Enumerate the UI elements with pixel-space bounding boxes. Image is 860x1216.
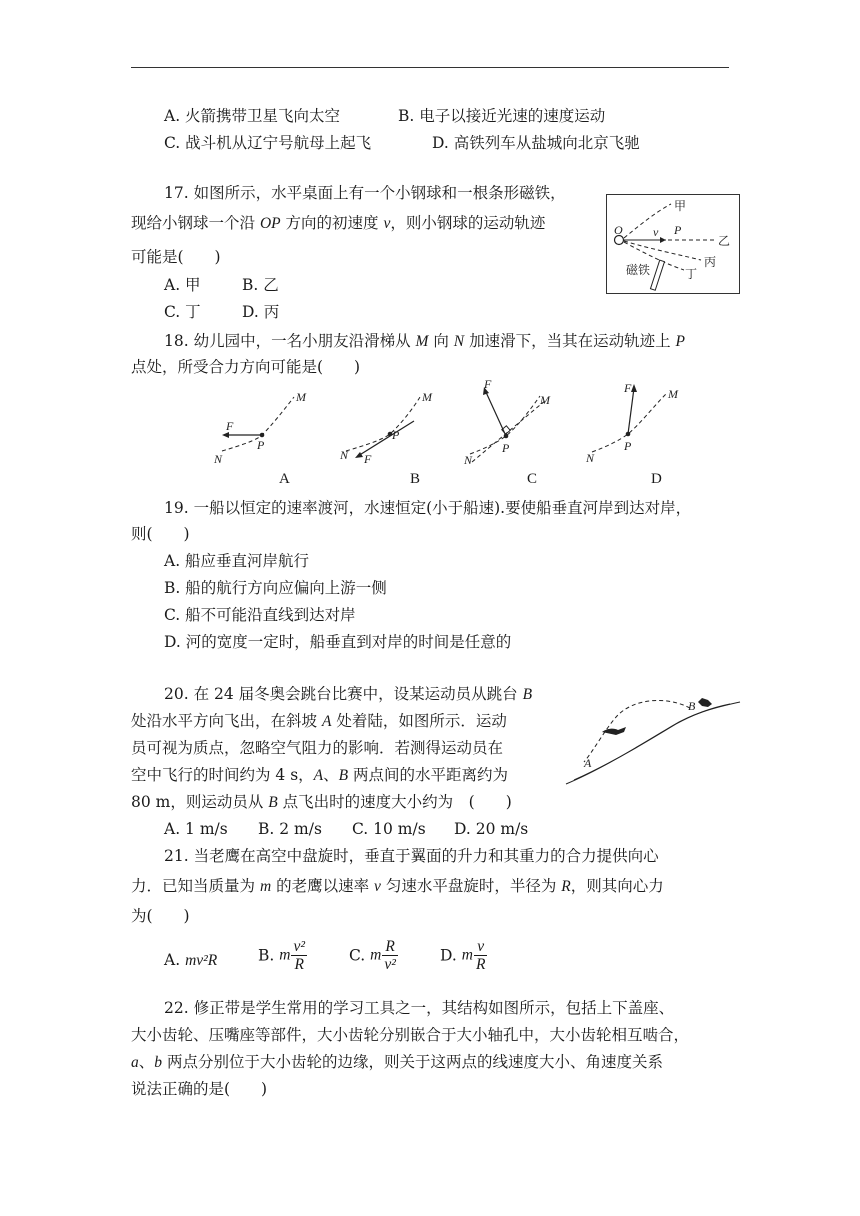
q20-fig-label-b: B — [688, 699, 696, 713]
q18-b-label-m: M — [422, 390, 432, 404]
q17-fig-label-magnet: 磁铁 — [626, 263, 651, 277]
q18-d-label-p: P — [624, 439, 632, 453]
q18-choice-b[interactable]: B — [410, 471, 421, 487]
q19-stem-line1: 19. 一船以恒定的速率渡河，水速恒定(小于船速).要使船垂直河岸到达对岸， — [164, 499, 692, 517]
q16-option-a[interactable]: A. 火箭携带卫星飞向太空 — [164, 107, 341, 125]
q17-stem-line3: 可能是( ) — [131, 248, 221, 266]
q19-option-c[interactable]: C. 船不可能沿直线到达对岸 — [164, 606, 356, 624]
q18-a-label-m: M — [296, 390, 306, 404]
q18-d-label-m: M — [668, 387, 678, 401]
q18-d-label-f: F — [624, 381, 632, 395]
q20-option-c[interactable]: C. 10 m/s — [352, 820, 426, 838]
q18-figure-c — [462, 378, 572, 466]
q20-option-a[interactable]: A. 1 m/s — [164, 820, 228, 838]
q17-fig-label-v: v — [653, 225, 659, 239]
q22-stem-line1: 22. 修正带是学生常用的学习工具之一，其结构如图所示，包括上下盖座、 — [164, 999, 675, 1017]
q21-d-numerator: v — [474, 938, 487, 956]
q19-option-a[interactable]: A. 船应垂直河岸航行 — [164, 552, 310, 570]
q21-c-denominator: v² — [384, 956, 396, 973]
q17-fig-label-jia: 甲 — [674, 199, 687, 213]
q20-figure — [562, 694, 742, 788]
q20-option-d[interactable]: D. 20 m/s — [454, 820, 529, 838]
q21-option-d[interactable]: D. m $\frac{v}{R}$ — [440, 938, 486, 973]
q21-stem-line1: 21. 当老鹰在高空中盘旋时，垂直于翼面的升力和其重力的合力提供向心 — [164, 847, 659, 865]
q22-stem-line4: 说法正确的是( ) — [131, 1080, 268, 1098]
q18-choice-a[interactable]: A — [279, 471, 290, 487]
q17-option-c[interactable]: C. 丁 — [164, 303, 201, 321]
q18-c-label-p: P — [502, 441, 510, 455]
q22-stem-line2: 大小齿轮、压嘴座等部件，大小齿轮分别嵌合于大小轴孔中，大小齿轮相互啮合， — [131, 1026, 690, 1044]
q18-figure-d — [584, 378, 694, 466]
q22-stem-line3: a、b 两点分别位于大小齿轮的边缘，则关于这两点的线速度大小、角速度关系 — [131, 1053, 663, 1071]
q16-option-d[interactable]: D. 高铁列车从盐城向北京飞驰 — [432, 134, 640, 152]
q18-c-label-f: F — [484, 377, 492, 391]
q20-stem-line2: 处沿水平方向飞出，在斜坡 A 处着陆，如图所示．运动 — [131, 712, 507, 730]
q21-d-denominator: R — [475, 956, 486, 973]
q21-option-c[interactable]: C. m $\frac{R}{\text{v²}}$ — [349, 938, 396, 973]
q17-fig-label-o: O — [614, 223, 623, 237]
q21-b-denominator: R — [294, 956, 304, 973]
q17-option-d[interactable]: D. 丙 — [242, 303, 280, 321]
q21-b-numerator: v² — [293, 938, 305, 955]
q20-stem-line3: 员可视为质点，忽略空气阻力的影响．若测得运动员在 — [131, 739, 504, 757]
q21-stem-line3: 为( ) — [131, 907, 190, 925]
q17-fig-label-yi: 乙 — [718, 234, 731, 248]
q17-option-a[interactable]: A. 甲 — [164, 276, 201, 294]
q20-fig-label-a: A — [584, 756, 592, 770]
q18-b-label-f: F — [364, 452, 372, 466]
q20-stem-line1: 20. 在 24 届冬奥会跳台比赛中，设某运动员从跳台 B — [164, 685, 533, 703]
q18-a-label-f: F — [226, 419, 234, 433]
q18-b-label-p: P — [392, 428, 400, 442]
q18-stem-line2: 点处，所受合力方向可能是( ) — [131, 358, 361, 376]
q21-option-a[interactable]: A. mv²R — [164, 951, 218, 969]
q20-stem-line4: 空中飞行的时间约为 4 s，A、B 两点间的水平距离约为 — [131, 766, 509, 784]
q17-stem-line1: 17. 如图所示，水平桌面上有一个小钢球和一根条形磁铁， — [164, 184, 566, 202]
q19-stem-line2: 则( ) — [131, 525, 190, 543]
q18-b-label-n: N — [340, 448, 349, 462]
q18-choice-d[interactable]: D — [651, 471, 662, 487]
q18-d-label-n: N — [586, 451, 595, 465]
q18-a-label-p: P — [257, 438, 265, 452]
q17-figure — [606, 194, 740, 294]
q18-c-label-m: M — [540, 393, 550, 407]
q17-stem-line2: 现给小钢球一个沿 OP 方向的初速度 v，则小钢球的运动轨迹 — [131, 214, 546, 232]
header-rule — [131, 67, 729, 68]
q18-a-label-n: N — [214, 452, 223, 466]
q20-option-b[interactable]: B. 2 m/s — [258, 820, 322, 838]
q18-c-label-n: N — [464, 453, 473, 467]
q21-c-numerator: R — [382, 938, 398, 956]
q18-figure-b — [338, 385, 448, 465]
q21-stem-line2: 力．已知当质量为 m 的老鹰以速率 v 匀速水平盘旋时，半径为 R，则其向心力 — [131, 877, 664, 895]
q18-figure-a — [212, 385, 322, 465]
q18-stem-line1: 18. 幼儿园中，一名小朋友沿滑梯从 M 向 N 加速滑下，当其在运动轨迹上 P — [164, 332, 685, 350]
q21-option-b[interactable]: B. m $\frac{\text{v²}}{R}$ — [258, 938, 305, 973]
q16-option-c[interactable]: C. 战斗机从辽宁号航母上起飞 — [164, 134, 372, 152]
q19-option-b[interactable]: B. 船的航行方向应偏向上游一侧 — [164, 579, 387, 597]
q19-option-d[interactable]: D. 河的宽度一定时，船垂直到对岸的时间是任意的 — [164, 633, 512, 651]
q17-fig-label-ding: 丁 — [685, 267, 698, 281]
q17-option-b[interactable]: B. 乙 — [242, 276, 279, 294]
q16-option-b[interactable]: B. 电子以接近光速的速度运动 — [398, 107, 606, 125]
q17-fig-label-p: P — [674, 223, 682, 237]
q18-choice-c[interactable]: C — [527, 471, 538, 487]
q20-stem-line5: 80 m，则运动员从 B 点飞出时的速度大小约为 ( ) — [131, 793, 512, 811]
q17-fig-label-bing: 丙 — [704, 255, 717, 269]
